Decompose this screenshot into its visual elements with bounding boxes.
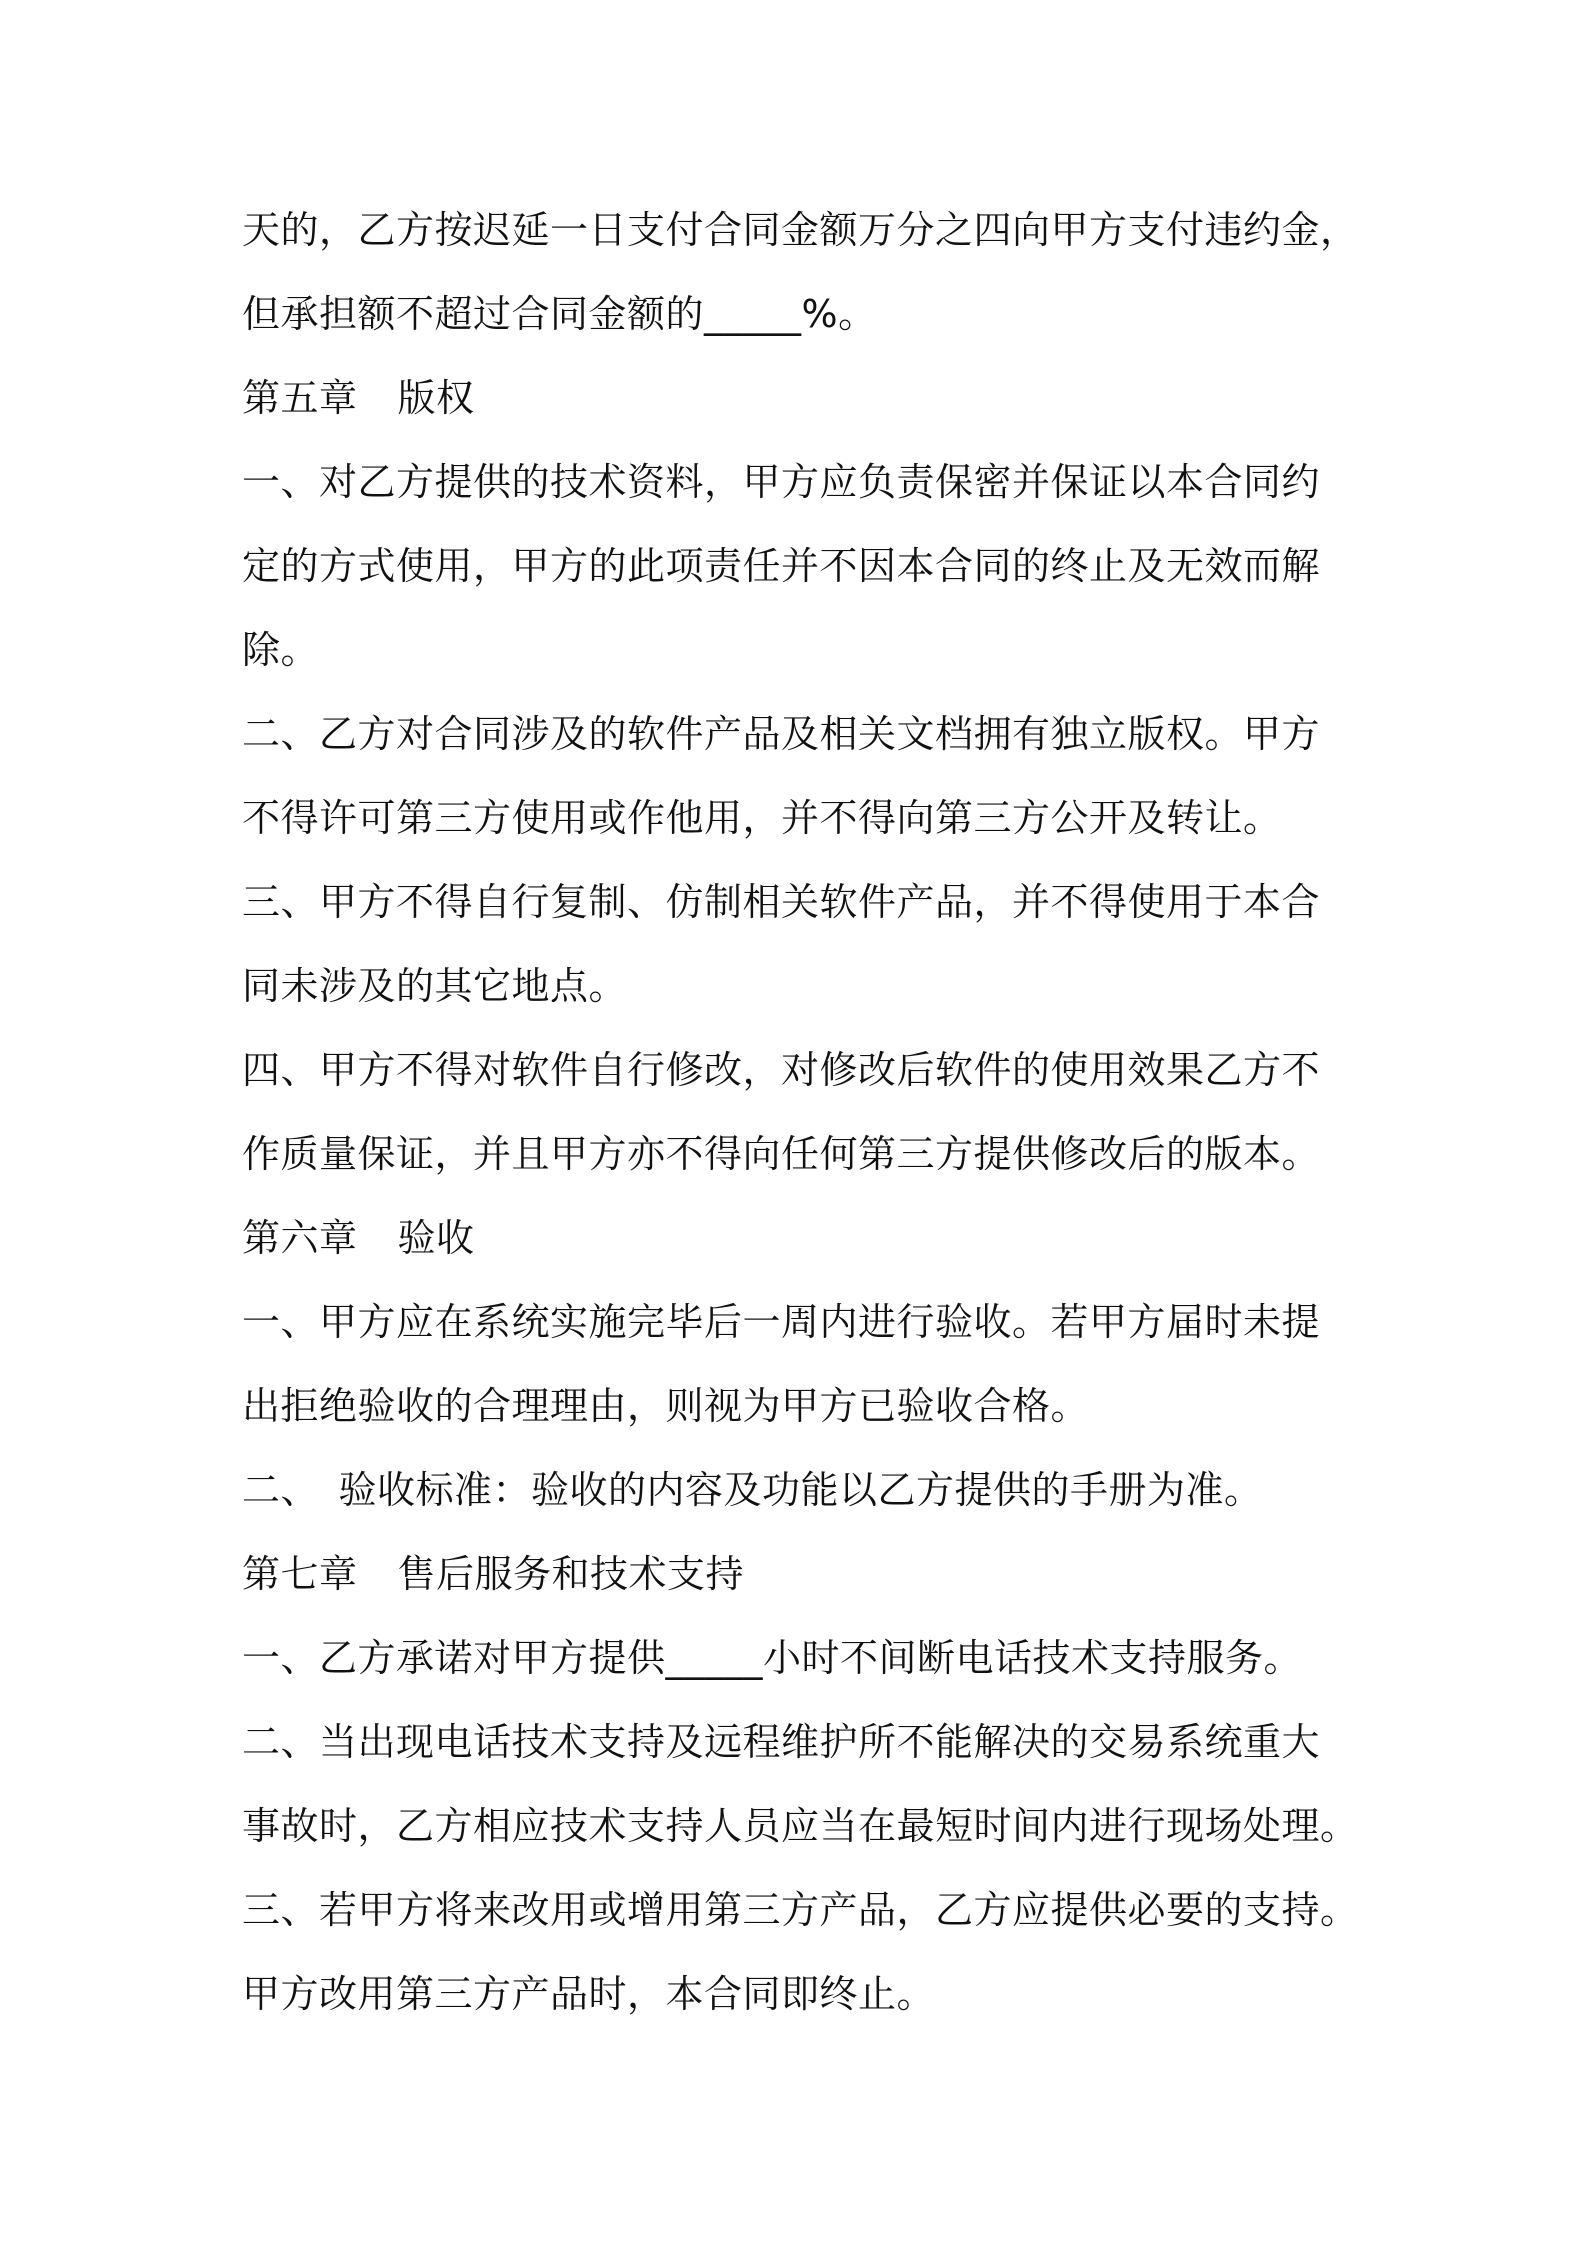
paragraph-line: 出拒绝验收的合理理由，则视为甲方已验收合格。	[242, 1384, 1090, 1428]
paragraph-line: 除。	[242, 628, 320, 672]
chapter-heading-7	[242, 1532, 1382, 1616]
paragraph-line: 甲方改用第三方产品时，本合同即终止。	[242, 1972, 936, 2016]
paragraph-line: 事故时，乙方相应技术支持人员应当在最短时间内进行现场处理。	[242, 1804, 1359, 1848]
chapter-number: 第五章	[242, 376, 358, 420]
chapter-title: 售后服务和技术支持	[397, 1552, 745, 1596]
chapter-number: 第六章	[242, 1216, 358, 1260]
paragraph-line: 二、 验收标准：验收的内容及功能以乙方提供的手册为准。	[242, 1468, 1263, 1512]
chapter-title: 验收	[397, 1216, 475, 1260]
contract-text	[242, 188, 1382, 2036]
paragraph-line: 但承担额不超过合同金额的_____%。	[242, 292, 877, 336]
paragraph-line: 一、乙方承诺对甲方提供_____小时不间断电话技术支持服务。	[242, 1636, 1303, 1680]
paragraph-line: 一、甲方应在系统实施完毕后一周内进行验收。若甲方届时未提	[242, 1300, 1321, 1344]
paragraph-line: 作质量保证，并且甲方亦不得向任何第三方提供修改后的版本。	[242, 1132, 1321, 1176]
paragraph-line: 同未涉及的其它地点。	[242, 964, 628, 1008]
paragraph-line: 天的，乙方按迟延一日支付合同金额万分之四向甲方支付违约金，	[242, 208, 1359, 252]
paragraph-line: 二、乙方对合同涉及的软件产品及相关文档拥有独立版权。甲方	[242, 712, 1321, 756]
paragraph-line: 四、甲方不得对软件自行修改，对修改后软件的使用效果乙方不	[242, 1048, 1321, 1092]
paragraph-line: 一、对乙方提供的技术资料，甲方应负责保密并保证以本合同约	[242, 460, 1321, 504]
paragraph-line: 三、若甲方将来改用或增用第三方产品，乙方应提供必要的支持。	[242, 1888, 1359, 1932]
paragraph-line: 二、当出现电话技术支持及远程维护所不能解决的交易系统重大	[242, 1720, 1321, 1764]
chapter-title: 版权	[397, 376, 475, 420]
paragraph-line: 定的方式使用，甲方的此项责任并不因本合同的终止及无效而解	[242, 544, 1321, 588]
paragraph-line: 不得许可第三方使用或作他用，并不得向第三方公开及转让。	[242, 796, 1282, 840]
chapter-heading-6	[242, 1196, 1382, 1280]
chapter-number: 第七章	[242, 1552, 358, 1596]
paragraph-line: 三、甲方不得自行复制、仿制相关软件产品，并不得使用于本合	[242, 880, 1321, 924]
chapter-heading-5	[242, 356, 1382, 440]
